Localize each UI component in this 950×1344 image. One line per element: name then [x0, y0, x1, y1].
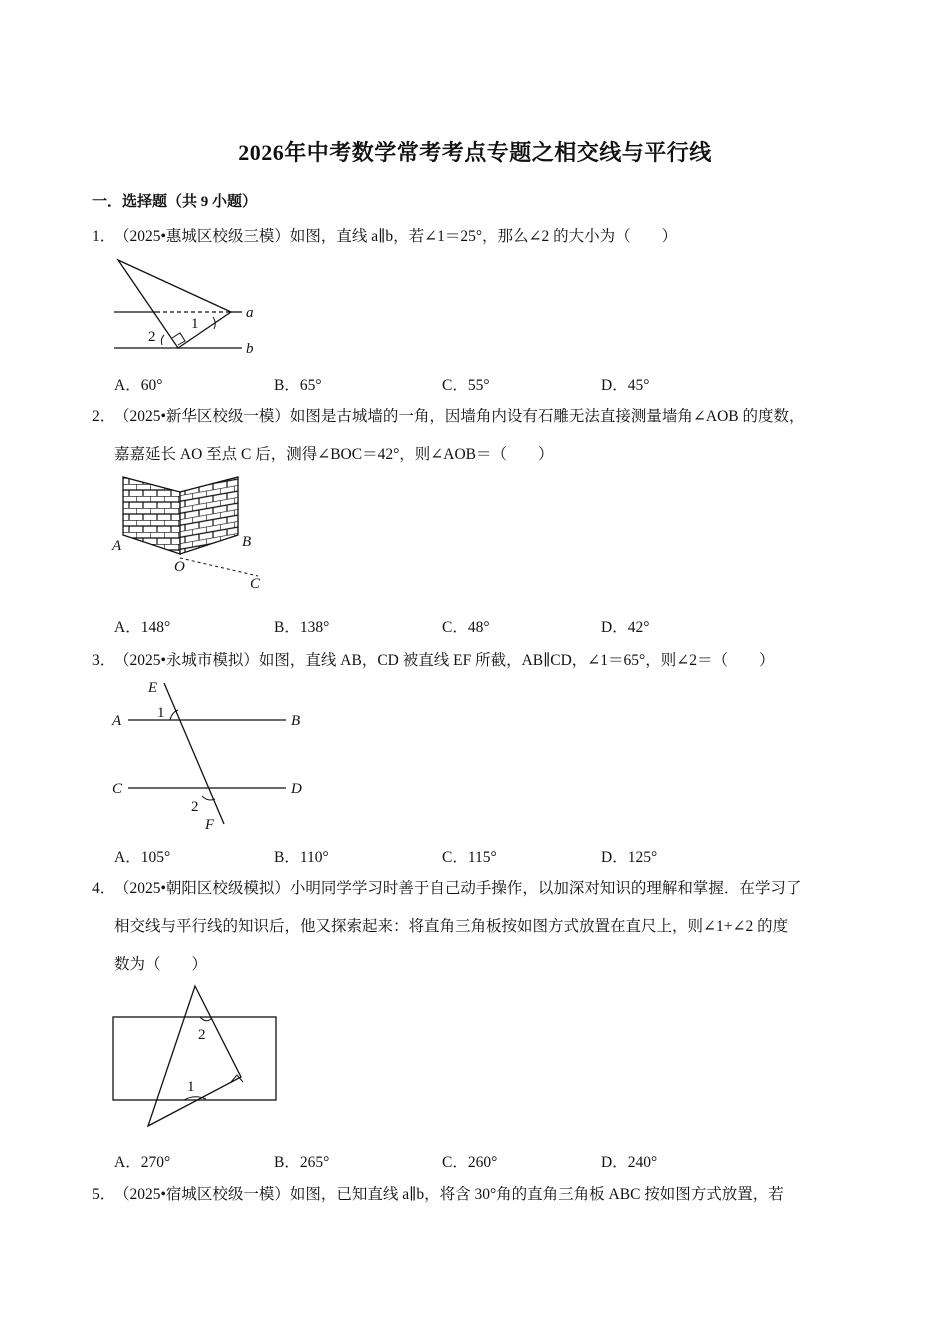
- question-text: （2025•宿城区校级一模）如图，已知直线 a∥b，将含 30°角的直角三角板 ABC 按如图方式放置，若: [114, 1186, 784, 1203]
- label-O: O: [174, 559, 185, 575]
- option-b[interactable]: B．110°: [274, 849, 329, 866]
- option-b[interactable]: B．65°: [274, 377, 322, 394]
- question-number: 1．: [92, 228, 116, 245]
- option-a[interactable]: A．105°: [114, 849, 171, 866]
- angle-1-label: 1: [157, 705, 165, 721]
- angle-1-label: 1: [187, 1079, 195, 1095]
- question-text-line-3: 数为（ ）: [114, 956, 208, 973]
- option-c[interactable]: C．55°: [442, 377, 490, 394]
- option-a[interactable]: A．148°: [114, 619, 171, 636]
- label-b: b: [246, 341, 254, 357]
- label-D: D: [291, 781, 302, 797]
- question-number: 5．: [92, 1186, 116, 1203]
- question-5: [92, 1176, 882, 1214]
- question-text: （2025•永城市模拟）如图，直线 AB，CD 被直线 EF 所截，AB∥CD，∠1＝65°，则∠2＝（ ）: [114, 652, 775, 669]
- question-2: [92, 398, 892, 474]
- label-B: B: [291, 713, 301, 729]
- option-a[interactable]: A．60°: [114, 377, 163, 394]
- options-q4: [114, 1150, 814, 1172]
- figure-q3: [108, 678, 308, 833]
- question-4: [92, 870, 882, 984]
- question-text-line-1: （2025•朝阳区校级模拟）小明同学学习时善于自己动手操作，以加深对知识的理解和掌握．在学习了: [114, 880, 802, 897]
- question-text-line-1: （2025•新华区校级一模）如图是古城墙的一角，因墙角内设有石雕无法直接测量墙角∠AOB 的度数，: [114, 408, 805, 425]
- angle-1-label: 1: [191, 316, 199, 332]
- figure-q1: [110, 255, 270, 360]
- option-b[interactable]: B．265°: [274, 1154, 330, 1171]
- angle-2-label: 2: [148, 329, 156, 345]
- angle-2-label: 2: [198, 1027, 206, 1043]
- section-heading: 一．选择题（共 9 小题）: [92, 194, 258, 210]
- angle-2-label: 2: [191, 799, 199, 815]
- option-d[interactable]: D．42°: [601, 619, 650, 636]
- option-d[interactable]: D．45°: [601, 377, 650, 394]
- question-text-line-2: 相交线与平行线的知识后，他又探索起来：将直角三角板按如图方式放置在直尺上，则∠1+∠2 的度: [114, 918, 789, 935]
- label-B: B: [242, 534, 252, 550]
- question-1: [92, 218, 882, 256]
- label-A: A: [112, 538, 122, 554]
- question-text: （2025•惠城区校级三模）如图，直线 a∥b，若∠1＝25°，那么∠2 的大小为（ ）: [114, 228, 678, 245]
- label-A: A: [112, 713, 122, 729]
- label-C: C: [250, 576, 261, 592]
- option-c[interactable]: C．48°: [442, 619, 490, 636]
- question-number: 4．: [92, 880, 116, 897]
- option-d[interactable]: D．240°: [601, 1154, 658, 1171]
- options-q2: [114, 615, 814, 637]
- options-q1: [114, 373, 814, 395]
- figure-q2-wall: [108, 472, 268, 592]
- question-text-line-2: 嘉嘉延长 AO 至点 C 后，测得∠BOC＝42°，则∠AOB＝（ ）: [114, 446, 554, 463]
- option-a[interactable]: A．270°: [114, 1154, 171, 1171]
- question-number: 2．: [92, 408, 116, 425]
- option-d[interactable]: D．125°: [601, 849, 658, 866]
- page-title: 2026年中考数学常考考点专题之相交线与平行线: [238, 140, 712, 165]
- label-C: C: [112, 781, 123, 797]
- label-a: a: [246, 305, 254, 321]
- label-F: F: [205, 817, 215, 833]
- question-number: 3．: [92, 652, 116, 669]
- option-b[interactable]: B．138°: [274, 619, 330, 636]
- option-c[interactable]: C．260°: [442, 1154, 498, 1171]
- label-E: E: [148, 680, 158, 696]
- option-c[interactable]: C．115°: [442, 849, 497, 866]
- figure-q4: [108, 980, 283, 1130]
- question-3: [92, 642, 882, 680]
- options-q3: [114, 845, 814, 867]
